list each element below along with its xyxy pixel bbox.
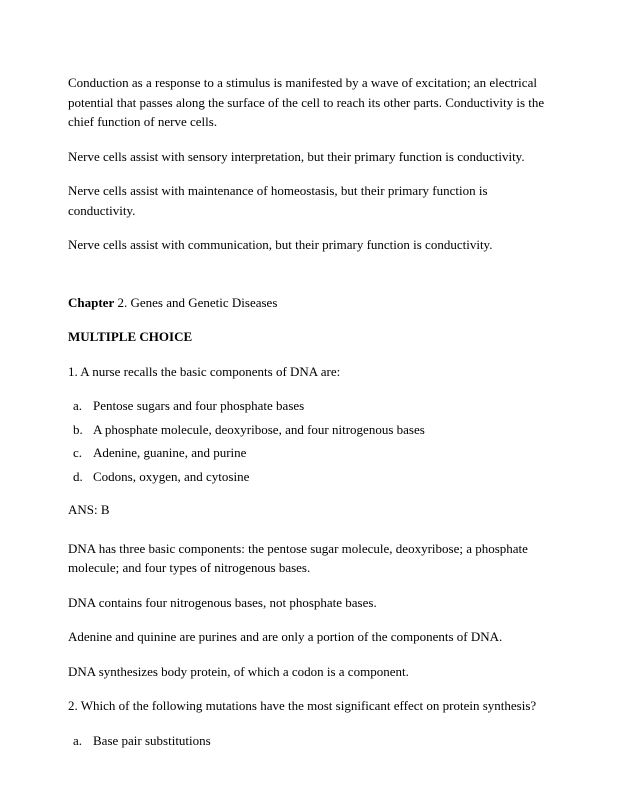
intro-paragraph: Conduction as a response to a stimulus is manifested by a wave of excitation; an electrical potential that passes along the surface of the cell to reach its other parts. Conductivity is the chief function of nerve cells. (68, 75, 545, 129)
chapter-label: Chapter (68, 294, 115, 310)
option-letter: d. (73, 468, 83, 484)
option-row (68, 420, 558, 440)
question-stem: 1. A nurse recalls the basic components of DNA are: (68, 363, 341, 379)
question1-options (68, 396, 558, 486)
feedback-paragraph: DNA has three basic components: the pentose sugar molecule, deoxyribose; a phosphate molecule; and four types of nitrogenous bases. (68, 540, 528, 575)
option-text: Base pair substitutions (93, 732, 211, 748)
option-letter: b. (73, 421, 83, 437)
question2-options (68, 731, 558, 751)
option-text: Adenine, guanine, and purine (93, 445, 247, 460)
intro-paragraph: Nerve cells assist with communication, but their primary function is conductivity. (68, 237, 493, 252)
intro-paragraph: Nerve cells assist with sensory interpretation, but their primary function is conductivity. (68, 148, 525, 164)
option-row (68, 396, 558, 416)
section-break (68, 270, 558, 293)
option-row (68, 731, 558, 751)
option-text: Pentose sugars and four phosphate bases (93, 398, 305, 413)
intro-paragraph: Nerve cells assist with maintenance of homeostasis, but their primary function is conductivity. (68, 183, 488, 218)
feedback-paragraph: DNA synthesizes body protein, of which a codon is a component. (68, 663, 409, 679)
option-letter: a. (73, 732, 83, 748)
feedback-paragraph: Adenine and quinine are purines and are only a portion of the components of DNA. (68, 629, 503, 644)
feedback-paragraph: DNA contains four nitrogenous bases, not phosphate bases. (68, 594, 377, 610)
chapter-title: 2. Genes and Genetic Diseases (114, 294, 278, 310)
answer-line: ANS: B (68, 502, 110, 517)
option-row (68, 467, 558, 487)
question-stem: 2. Which of the following mutations have the most significant effect on protein synthesis? (68, 698, 537, 713)
chapter-heading (68, 293, 558, 313)
option-letter: a. (73, 398, 83, 413)
option-text: Codons, oxygen, and cytosine (93, 468, 250, 484)
option-text: A phosphate molecule, deoxyribose, and four nitrogenous bases (93, 421, 425, 437)
section-heading: MULTIPLE CHOICE (68, 329, 193, 344)
option-row (68, 443, 558, 463)
option-letter: c. (73, 445, 83, 460)
